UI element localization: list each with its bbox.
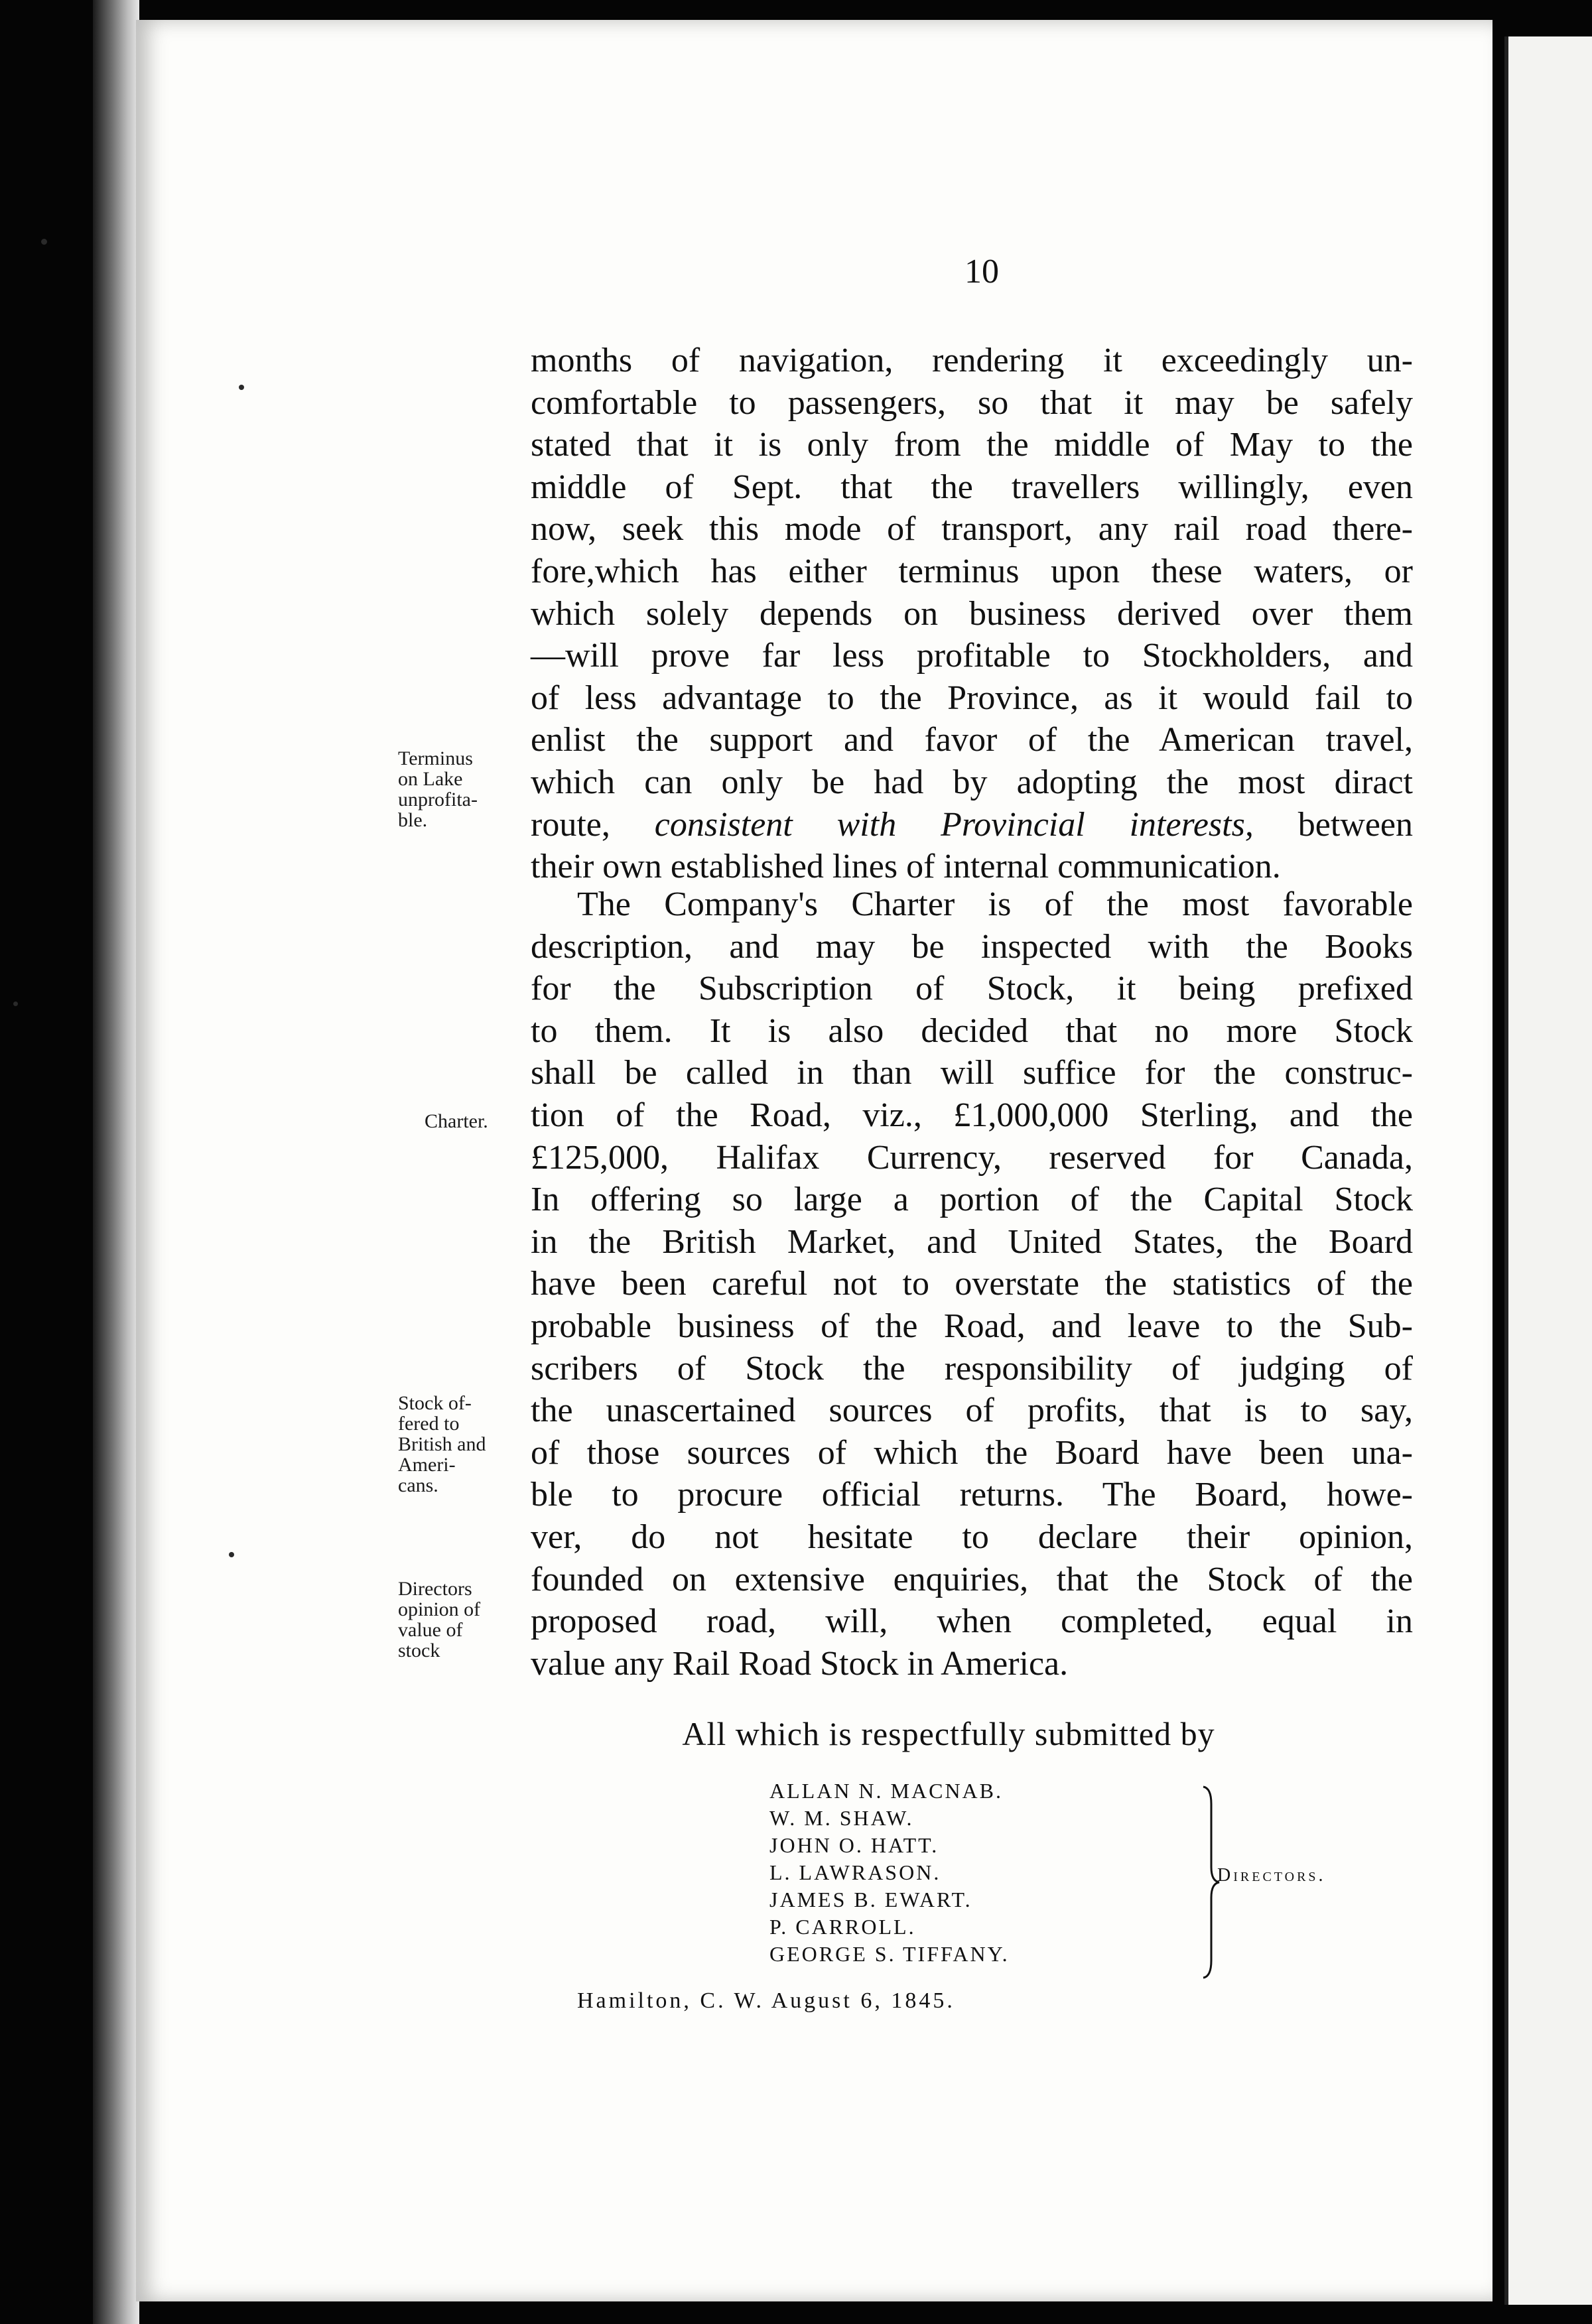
text-line: tion of the Road, viz., £1,000,000 Sterling, and the bbox=[531, 1096, 1413, 1134]
margin-note-line: Directors bbox=[398, 1578, 472, 1600]
signatory-name: ALLAN N. MACNAB. bbox=[769, 1779, 1003, 1803]
text-line: for the Subscription of Stock, it being prefixed bbox=[531, 970, 1413, 1008]
margin-note-line: value of bbox=[398, 1619, 463, 1641]
text-line: now, seek this mode of transport, any rail road there- bbox=[531, 510, 1413, 549]
text-line: of less advantage to the Province, as it would fail to bbox=[531, 678, 1413, 717]
text-line: which can only be had by adopting the most diract bbox=[531, 763, 1413, 801]
signatory-name: P. CARROLL. bbox=[769, 1915, 916, 1939]
text-line: stated that it is only from the middle of May to the bbox=[531, 426, 1413, 464]
margin-note-line: unprofita- bbox=[398, 789, 478, 810]
closing-statement: All which is respectfully submitted by bbox=[682, 1715, 1215, 1752]
paragraph-terminus bbox=[531, 340, 1413, 888]
text-line: the unascertained sources of profits, that is to say, bbox=[531, 1391, 1413, 1430]
scan-speck bbox=[229, 1552, 234, 1557]
text-line: probable business of the Road, and leave to the Sub- bbox=[531, 1307, 1413, 1345]
text-line: proposed road, will, when completed, equal in bbox=[531, 1602, 1413, 1641]
text-line: scribers of Stock the responsibility of judging of bbox=[531, 1349, 1413, 1388]
margin-note-line: stock bbox=[398, 1640, 440, 1661]
scan-speck bbox=[239, 385, 244, 390]
text-line: fore,which has either terminus upon these waters, or bbox=[531, 552, 1413, 590]
text-line: their own established lines of internal communication. bbox=[531, 848, 1281, 886]
adjacent-page-edge bbox=[1504, 36, 1592, 2305]
margin-note-line: Terminus bbox=[398, 747, 473, 769]
text-line: founded on extensive enquiries, that the Stock of the bbox=[531, 1560, 1413, 1598]
text-line: in the British Market, and United States, the Board bbox=[531, 1222, 1413, 1261]
signatory-list bbox=[769, 1777, 1141, 1968]
margin-note-terminus bbox=[398, 748, 531, 830]
text-fragment: between bbox=[1297, 805, 1414, 844]
text-line: months of navigation, rendering it exceedingly un- bbox=[531, 342, 1413, 379]
page-number: 10 bbox=[964, 253, 999, 290]
text-line: have been careful not to overstate the statistics of the bbox=[531, 1265, 1413, 1303]
text-line: of those sources of which the Board have been una- bbox=[531, 1433, 1413, 1472]
text-line: enlist the support and favor of the American travel, bbox=[531, 721, 1413, 759]
margin-note-line: Stock of- bbox=[398, 1392, 472, 1414]
paragraph-charter bbox=[531, 883, 1413, 1685]
scan-speck bbox=[13, 1001, 18, 1006]
text-line: In offering so large a portion of the Capital Stock bbox=[531, 1181, 1413, 1219]
margin-note-stock-offered bbox=[398, 1393, 531, 1496]
margin-note-line: opinion of bbox=[398, 1598, 481, 1620]
signatory-name: JOHN O. HATT. bbox=[769, 1833, 939, 1857]
margin-note-line: on Lake bbox=[398, 768, 463, 790]
scan-speck bbox=[41, 239, 47, 245]
text-line: which solely depends on business derived over them bbox=[531, 594, 1413, 633]
text-line: middle of Sept. that the travellers willingly, even bbox=[531, 468, 1413, 506]
dateline: Hamilton, C. W. August 6, 1845. bbox=[577, 1988, 955, 2013]
margin-note-line: Ameri- bbox=[398, 1454, 456, 1476]
book-spine-shadow bbox=[93, 0, 139, 2324]
italic-phrase: consistent with Provincial interests, bbox=[654, 805, 1254, 844]
margin-note-charter bbox=[425, 1111, 531, 1131]
margin-note-line: ble. bbox=[398, 809, 428, 831]
margin-note-line: cans. bbox=[398, 1474, 438, 1496]
margin-note-line: fered to bbox=[398, 1413, 460, 1435]
text-line: £125,000, Halifax Currency, reserved for Canada, bbox=[531, 1138, 1413, 1177]
text-line: value any Rail Road Stock in America. bbox=[531, 1644, 1069, 1683]
text-fragment: route, bbox=[531, 805, 610, 844]
signatory-name: W. M. SHAW. bbox=[769, 1806, 914, 1830]
text-line: description, and may be inspected with the Books bbox=[531, 927, 1413, 966]
signatory-name: JAMES B. EWART. bbox=[769, 1888, 972, 1911]
text-line: comfortable to passengers, so that it may be safely bbox=[531, 383, 1413, 422]
text-line: The Company's Charter is of the most favorable bbox=[577, 885, 1413, 923]
text-line: shall be called in than will suffice for the construc- bbox=[531, 1054, 1413, 1092]
signatory-name: GEORGE S. TIFFANY. bbox=[769, 1942, 1010, 1966]
text-line-with-italic bbox=[531, 804, 1413, 846]
text-line: ver, do not hesitate to declare their opinion, bbox=[531, 1517, 1413, 1556]
margin-note-line: British and bbox=[398, 1433, 486, 1455]
margin-note-directors-opinion bbox=[398, 1579, 531, 1661]
text-line: —will prove far less profitable to Stockholders, and bbox=[531, 637, 1413, 675]
signatory-name: L. LAWRASON. bbox=[769, 1860, 941, 1884]
margin-note-line: Charter. bbox=[425, 1110, 488, 1132]
text-line: ble to procure official returns. The Board, howe- bbox=[531, 1476, 1413, 1514]
text-line: to them. It is also decided that no more Stock bbox=[531, 1011, 1413, 1050]
directors-label: Directors. bbox=[1217, 1865, 1326, 1886]
